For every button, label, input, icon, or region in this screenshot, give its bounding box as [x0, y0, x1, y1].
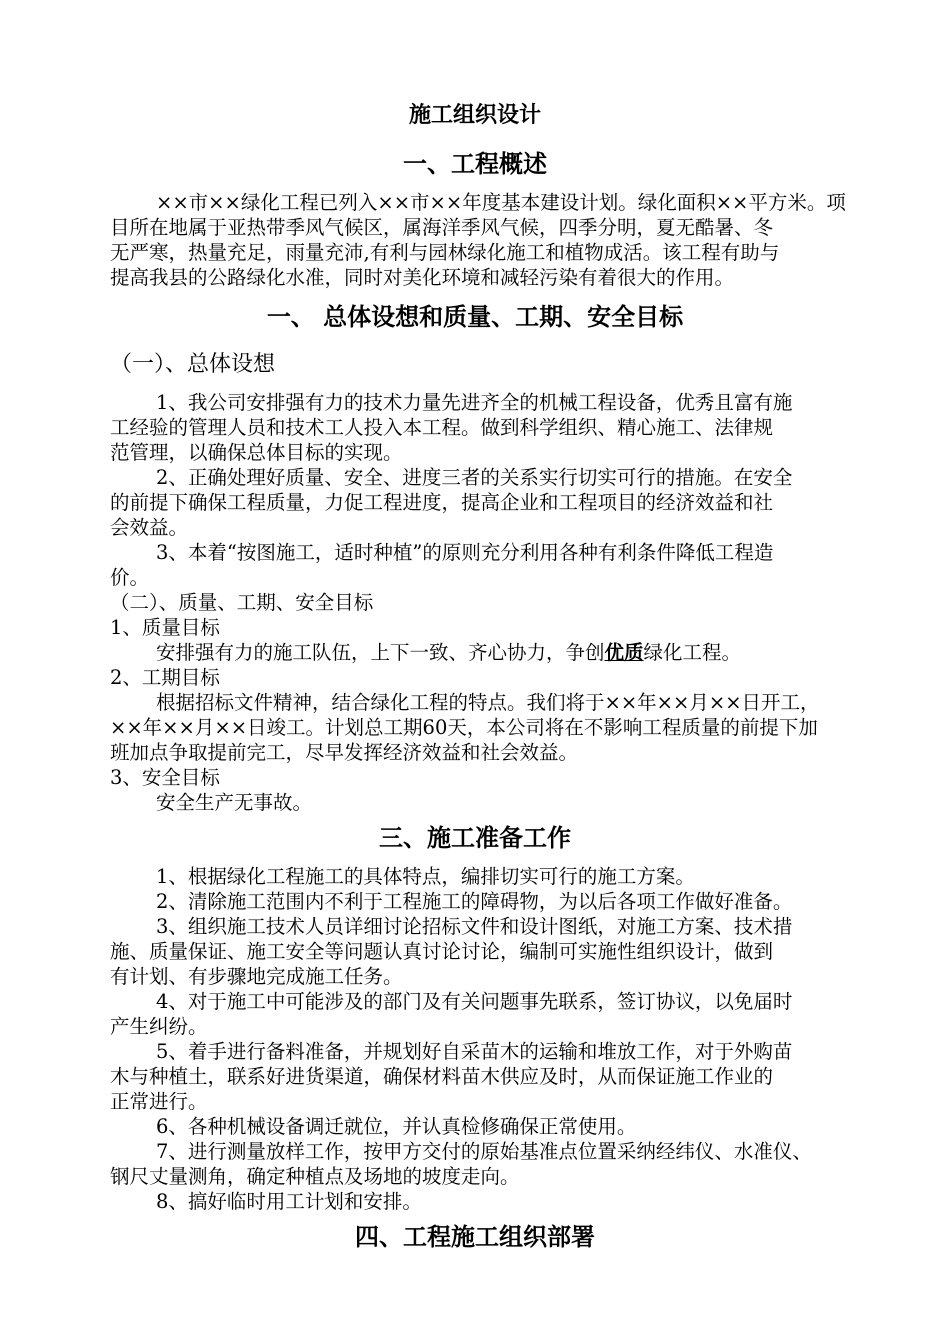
section1-heading: 一、工程概述: [403, 150, 547, 178]
section3-line: 施、质量保证、施工安全等问题认真讨论讨论，编制可实施性组织设计，做到: [110, 940, 774, 963]
section2-item-line: 的前提下确保工程质量，力促工程进度，提高企业和工程项目的经济效益和社: [110, 491, 774, 514]
section1-para-line: ××市××绿化工程已列入××市××年度基本建设计划。绿化面积××平方米。项: [156, 191, 846, 214]
section3-line: 有计划、有步骤地完成施工任务。: [110, 965, 403, 988]
section2-item-line: 1、我公司安排强有力的技术力量先进齐全的机械工程设备，优秀且富有施: [156, 391, 793, 414]
section2-sub2-heading: （二）、质量、工期、安全目标: [110, 591, 374, 614]
quality-goal-emphasis: 优质: [604, 641, 644, 664]
period-goal-label: 2、工期目标: [110, 666, 220, 689]
section4-heading: 四、工程施工组织部署: [355, 1223, 595, 1251]
safety-goal-label: 3、安全目标: [110, 766, 220, 789]
section3-line: 3、组织施工技术人员详细讨论招标文件和设计图纸，对施工方案、技术措: [156, 915, 793, 938]
quality-goal-post: 绿化工程。: [643, 641, 742, 664]
section3-line: 7、进行测量放样工作，按甲方交付的原始基准点位置采纳经纬仪、水准仪、: [156, 1140, 812, 1163]
period-goal-line: 班加点争取提前完工，尽早发挥经济效益和社会效益。: [110, 741, 579, 764]
period-goal-line: ××年××月××日竣工。计划总工期60天，本公司将在不影响工程质量的前提下加: [110, 716, 818, 739]
section3-line: 产生纠纷。: [110, 1015, 208, 1038]
section3-line: 1、根据绿化工程施工的具体特点，编排切实可行的施工方案。: [156, 865, 695, 888]
section3-line: 6、各种机械设备调迁就位，并认真检修确保正常使用。: [156, 1115, 637, 1138]
section3-line: 正常进行。: [110, 1090, 208, 1113]
quality-goal-label: 1、质量目标: [110, 616, 220, 639]
section3-line: 8、搞好临时用工计划和安排。: [156, 1190, 422, 1213]
section2-item-line: 价。: [110, 566, 150, 589]
document-title: 施工组织设计: [408, 103, 541, 128]
section2-item-line: 工经验的管理人员和技术工人投入本工程。做到科学组织、精心施工、法律规: [110, 416, 774, 439]
section3-line: 钢尺丈量测角，确定种植点及场地的坡度走向。: [110, 1165, 520, 1188]
quality-goal-text: [156, 640, 741, 665]
section2-item-line: 范管理，以确保总体目标的实现。: [110, 441, 403, 464]
safety-goal-text: 安全生产无事故。: [156, 791, 313, 814]
section3-line: 木与种植土，联系好进货渠道，确保材料苗木供应及时，从而保证施工作业的: [110, 1065, 774, 1088]
section2-item-line: 会效益。: [110, 516, 189, 539]
section3-line: 5、着手进行备料准备，并规划好自采苗木的运输和堆放工作，对于外购苗: [156, 1040, 793, 1063]
section1-para-line: 无严寒，热量充足，雨量充沛,有利与园林绿化施工和植物成活。该工程有助与: [110, 241, 780, 264]
section3-heading: 三、施工准备工作: [379, 824, 571, 852]
quality-goal-pre: 安排强有力的施工队伍，上下一致、齐心协力，争创: [156, 641, 605, 664]
section2-item-line: 3、本着“按图施工，适时种植”的原则充分利用各种有利条件降低工程造: [156, 541, 774, 564]
section3-line: 2、清除施工范围内不利于工程施工的障碍物，为以后各项工作做好准备。: [156, 890, 793, 913]
period-goal-line: 根据招标文件精神，结合绿化工程的特点。我们将于××年××月××日开工，: [156, 691, 820, 714]
section2-sub1-heading: （一）、总体设想: [110, 352, 276, 377]
section2-item-line: 2、正确处理好质量、安全、进度三者的关系实行切实可行的措施。在安全: [156, 466, 793, 489]
section1-para-line: 目所在地属于亚热带季风气候区，属海洋季风气候，四季分明，夏无酷暑、冬: [110, 216, 774, 239]
section1-para-line: 提高我县的公路绿化水准，同时对美化环境和减轻污染有着很大的作用。: [110, 266, 735, 289]
section2-heading: 一、 总体设想和质量、工期、安全目标: [266, 303, 684, 331]
section3-line: 4、对于施工中可能涉及的部门及有关问题事先联系，签订协议，以免届时: [156, 990, 793, 1013]
